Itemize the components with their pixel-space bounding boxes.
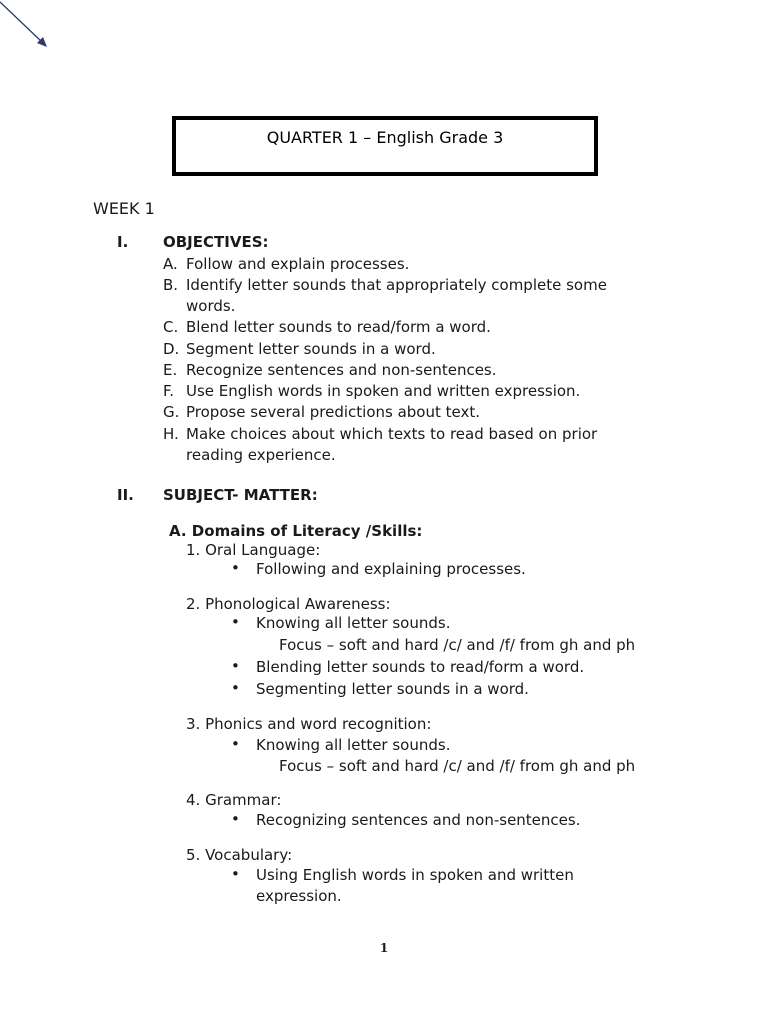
bullet-icon: • bbox=[231, 679, 240, 697]
list-item: Make choices about which texts to read based on prior bbox=[186, 425, 598, 443]
bullet-icon: • bbox=[231, 613, 240, 631]
bullet-icon: • bbox=[231, 865, 240, 883]
bullet-item: Following and explaining processes. bbox=[256, 560, 526, 578]
list-item: Use English words in spoken and written expression. bbox=[186, 382, 581, 400]
bullet-icon: • bbox=[231, 810, 240, 828]
list-marker: B. bbox=[163, 276, 179, 294]
page-title: QUARTER 1 – English Grade 3 bbox=[266, 128, 504, 147]
page-number: 1 bbox=[379, 941, 389, 955]
list-marker: G. bbox=[163, 403, 180, 421]
section-heading: SUBJECT- MATTER: bbox=[163, 486, 318, 504]
domain-label: 2. Phonological Awareness: bbox=[186, 595, 391, 613]
bullet-item: Blending letter sounds to read/form a word. bbox=[256, 658, 585, 676]
title-box bbox=[172, 116, 598, 176]
bullet-icon: • bbox=[231, 559, 240, 577]
bullet-item-continuation: expression. bbox=[256, 887, 342, 905]
bullet-item: Recognizing sentences and non-sentences. bbox=[256, 811, 581, 829]
bullet-item: Knowing all letter sounds. bbox=[256, 614, 451, 632]
section-numeral: I. bbox=[117, 233, 129, 251]
list-item-continuation: reading experience. bbox=[186, 446, 336, 464]
list-item: Propose several predictions about text. bbox=[186, 403, 481, 421]
bullet-item: Using English words in spoken and written bbox=[256, 866, 574, 884]
domain-label: 3. Phonics and word recognition: bbox=[186, 715, 432, 733]
bullet-item: Segmenting letter sounds in a word. bbox=[256, 680, 529, 698]
domain-label: 5. Vocabulary: bbox=[186, 846, 293, 864]
list-item: Segment letter sounds in a word. bbox=[186, 340, 436, 358]
focus-note: Focus – soft and hard /c/ and /f/ from gh and ph bbox=[279, 757, 636, 775]
section-numeral: II. bbox=[117, 486, 134, 504]
subsection-heading: A. Domains of Literacy /Skills: bbox=[169, 522, 423, 540]
list-item: Recognize sentences and non-sentences. bbox=[186, 361, 497, 379]
list-marker: A. bbox=[163, 255, 178, 273]
domain-label: 1. Oral Language: bbox=[186, 541, 321, 559]
list-marker: C. bbox=[163, 318, 179, 336]
list-item: Identify letter sounds that appropriately complete some bbox=[186, 276, 607, 294]
list-marker: F. bbox=[163, 382, 174, 400]
bullet-icon: • bbox=[231, 735, 240, 753]
list-item: Follow and explain processes. bbox=[186, 255, 410, 273]
list-item: Blend letter sounds to read/form a word. bbox=[186, 318, 491, 336]
list-item-continuation: words. bbox=[186, 297, 236, 315]
bullet-icon: • bbox=[231, 657, 240, 675]
section-heading: OBJECTIVES: bbox=[163, 233, 269, 251]
focus-note: Focus – soft and hard /c/ and /f/ from gh and ph bbox=[279, 636, 636, 654]
list-marker: H. bbox=[163, 425, 179, 443]
list-marker: E. bbox=[163, 361, 178, 379]
list-marker: D. bbox=[163, 340, 180, 358]
bullet-item: Knowing all letter sounds. bbox=[256, 736, 451, 754]
week-heading: WEEK 1 bbox=[93, 199, 155, 218]
arrow-icon bbox=[0, 0, 60, 60]
domain-label: 4. Grammar: bbox=[186, 791, 282, 809]
